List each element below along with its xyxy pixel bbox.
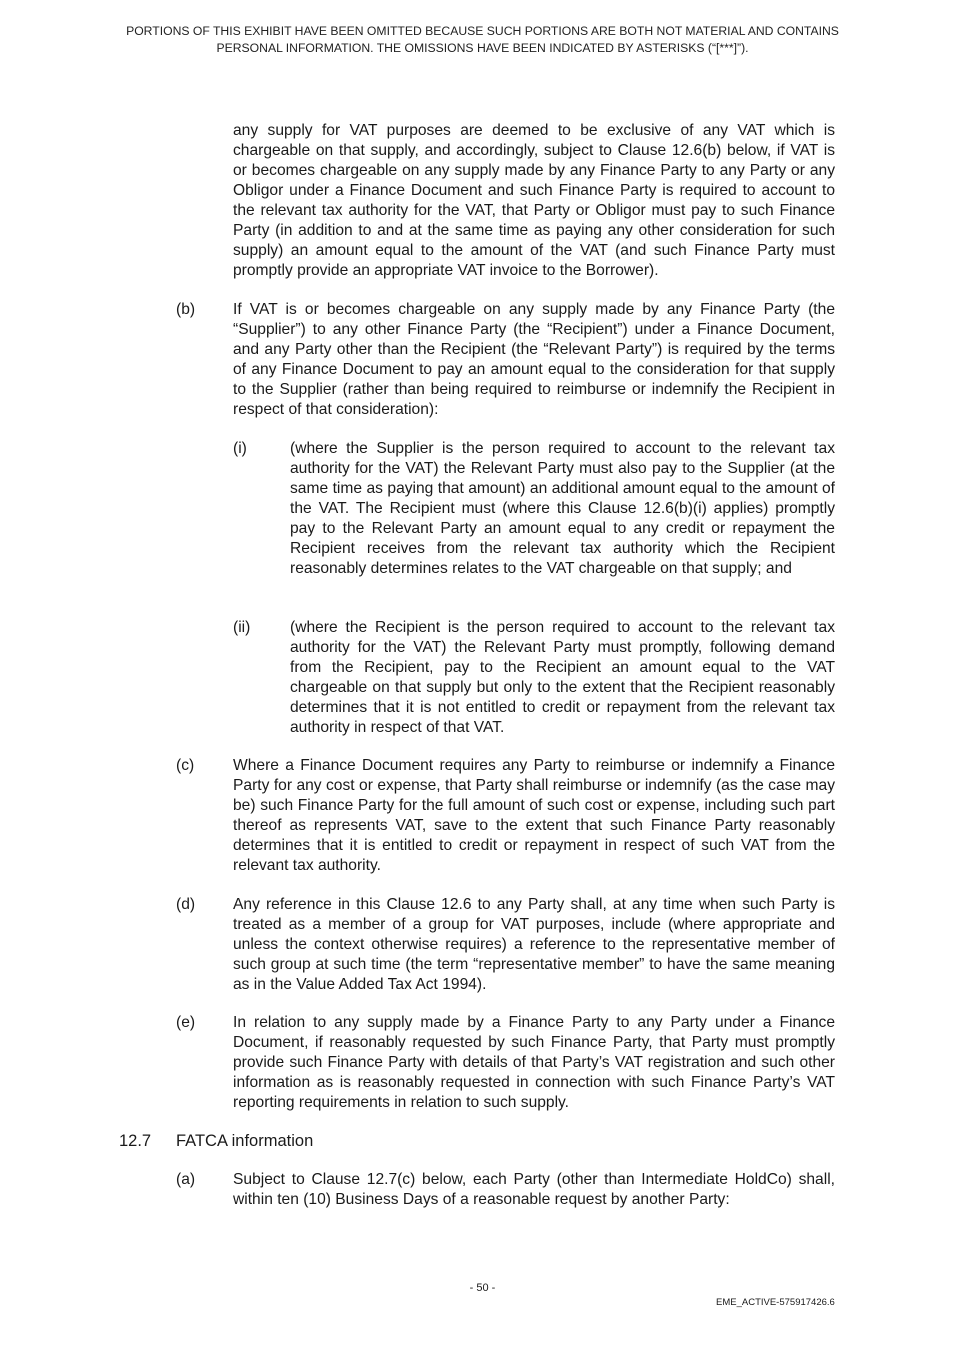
clause-b-i-text: (where the Supplier is the person required to account to the relevant tax authority for the VAT) the Relevant Party must also pay to the Supplier (at the same time as paying that amount) an additional amount equal to the amount of the VAT. The Recipient must (where this Clause 12.6(b)(i) applies) promptly pay to the Relevant Party an amount equal to any credit or repayment the Recipient receives from the relevant tax authority which the Recipient reasonably determines relates to the VAT chargeable on that supply; and [290, 440, 835, 577]
section-clause-label-a: (a) [176, 1171, 196, 1188]
document-reference: EME_ACTIVE-575917426.6 [716, 1297, 835, 1308]
clause-label-e: (e) [176, 1014, 196, 1031]
omission-notice: PORTIONS OF THIS EXHIBIT HAVE BEEN OMITTED BECAUSE SUCH PORTIONS ARE BOTH NOT MATERIAL AND CONTAINS PERSONAL INFORMATION. THE OMISSIONS HAVE BEEN INDICATED BY ASTERISKS (“[***]”). [126, 24, 839, 55]
clause-label-b-ii: (ii) [233, 619, 251, 636]
section-title: FATCA information [176, 1132, 314, 1150]
page-number: - 50 - [469, 1282, 496, 1294]
clause-b-text: If VAT is or becomes chargeable on any supply made by any Finance Party (the “Supplier”) to any other Finance Party (the “Recipient”) under a Finance Document, and any Party other than the Recipient (the “Relevant Party”) is required by the terms of any Finance Document to pay an amount equal to the consideration for that supply to the Supplier (rather than being required to reimburse or indemnify the Recipient in respect of that consideration): [233, 301, 835, 418]
clause-b-ii-text: (where the Recipient is the person required to account to the relevant tax authority for the VAT) the Relevant Party must promptly, following demand from the Recipient, pay to the Recipient an amount equal to the VAT chargeable on that supply but only to the extent that the Recipient reasonably determines that it is not entitled to credit or repayment from the relevant tax authority in respect of that VAT. [290, 619, 835, 736]
clause-label-d: (d) [176, 896, 196, 913]
clause-label-b-i: (i) [233, 440, 247, 457]
continuation-paragraph: any supply for VAT purposes are deemed to be exclusive of any VAT which is chargeable on that supply, and accordingly, subject to Clause 12.6(b) below, if VAT is or becomes chargeable on any supply made by any Finance Party to any Party or any Obligor under a Finance Document and such Finance Party is required to account to the relevant tax authority for the VAT, that Party or Obligor must pay to such Finance Party (in addition to and at the same time as paying any other consideration for such supply) an amount equal to the amount of the VAT (and such Finance Party must promptly provide an appropriate VAT invoice to the Borrower). [233, 122, 835, 279]
clause-d-text: Any reference in this Clause 12.6 to any Party shall, at any time when such Party is treated as a member of a group for VAT purposes, include (where appropriate and unless the context otherwise requires) a reference to the representative member of such group at such time (the term “representative member” to have the same meaning as in the Value Added Tax Act 1994). [233, 896, 835, 993]
clause-label-b: (b) [176, 301, 196, 318]
section-number: 12.7 [119, 1132, 152, 1150]
clause-e-text: In relation to any supply made by a Finance Party to any Party under a Finance Document, if reasonably requested by such Finance Party, that Party must promptly provide such Finance Party with details of that Party’s VAT registration and such other information as is reasonably requested in connection with such Finance Party’s VAT reporting requirements in relation to such supply. [233, 1014, 835, 1111]
section-clause-a-text: Subject to Clause 12.7(c) below, each Party (other than Intermediate HoldCo) shall, within ten (10) Business Days of a reasonable request by another Party: [233, 1171, 835, 1208]
clause-c-text: Where a Finance Document requires any Party to reimburse or indemnify a Finance Party for any cost or expense, that Party shall reimburse or indemnify (as the case may be) such Finance Party for the full amount of such cost or expense, including such part thereof as represents VAT, save to the extent that such Finance Party reasonably determines that it is entitled to credit or repayment in respect of such VAT from the relevant tax authority. [233, 757, 835, 874]
clause-label-c: (c) [176, 757, 195, 774]
